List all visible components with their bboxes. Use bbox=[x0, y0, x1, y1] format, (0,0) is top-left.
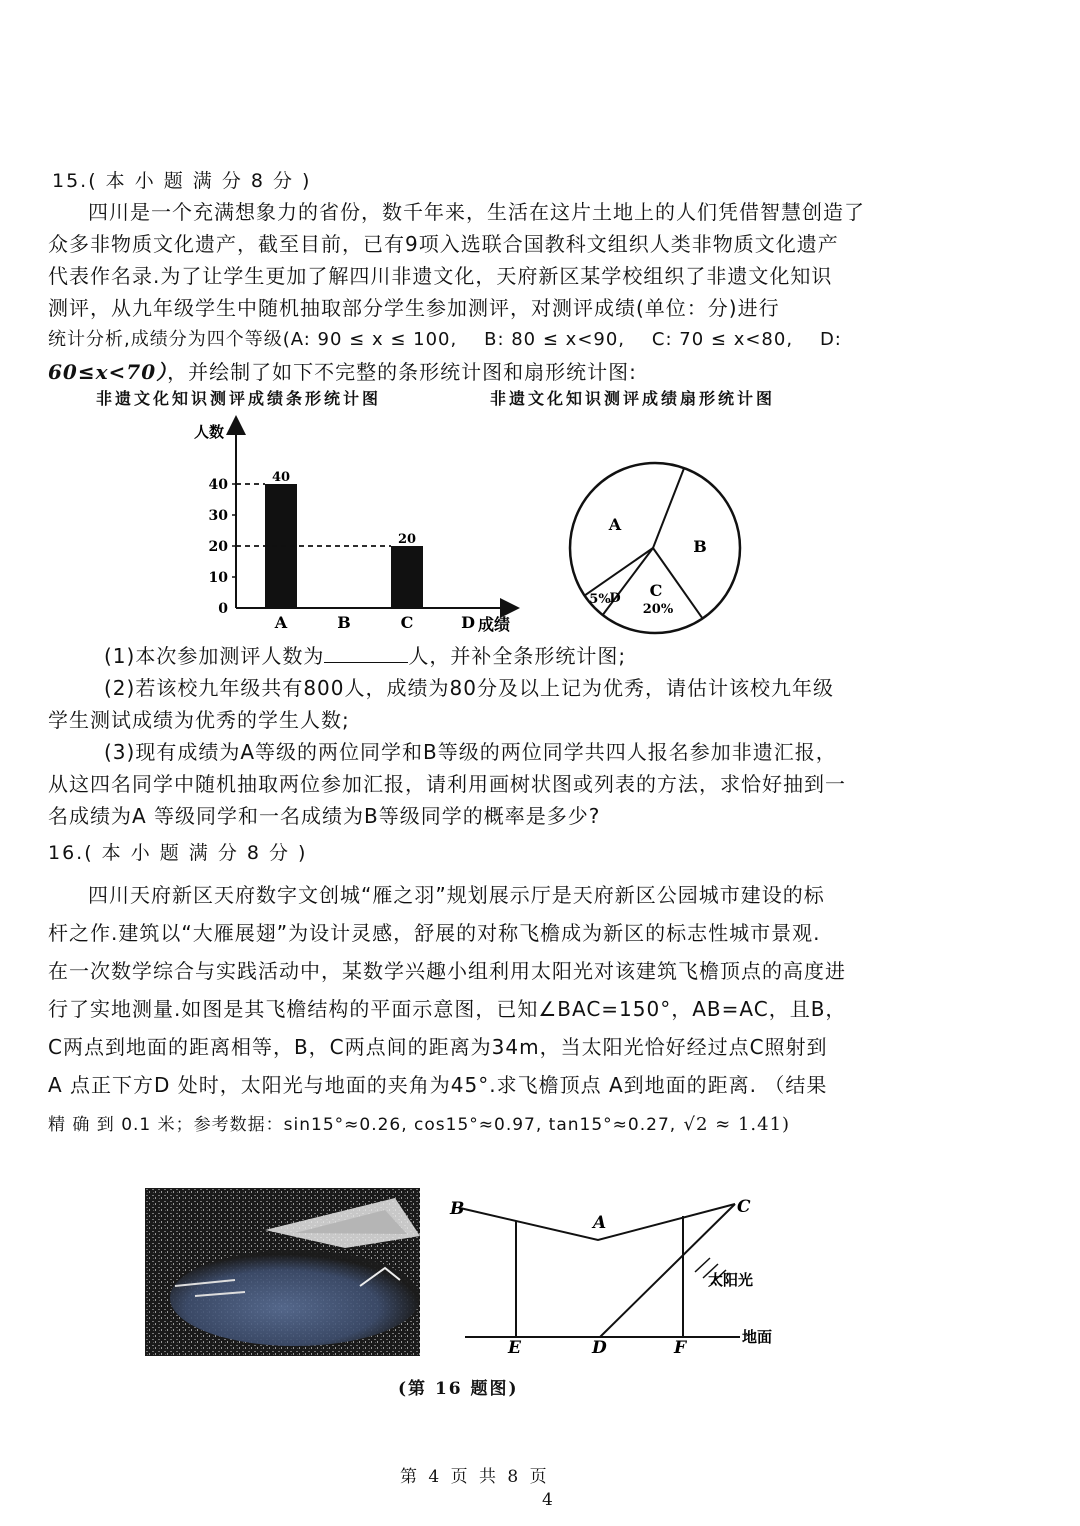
q15-text bbox=[48, 196, 868, 388]
q16-line: 四川天府新区天府数字文创城“雁之羽”规划展示厅是天府新区公园城市建设的标 bbox=[88, 883, 825, 907]
q15-line: 测评，从九年级学生中随机抽取部分学生参加测评，对测评成绩(单位：分)进行 bbox=[48, 296, 780, 320]
q16-text bbox=[48, 876, 868, 1144]
page-footer: 第 4 页 共 8 页 bbox=[400, 1467, 550, 1487]
q16-line: A 点正下方D 处时，太阳光与地面的夹角为45°.求飞檐顶点 A到地面的距离. （结果 bbox=[48, 1073, 828, 1097]
y-axis-label: 人数 bbox=[194, 423, 225, 441]
x-tick-label: C bbox=[400, 613, 414, 632]
x-tick-label: D bbox=[461, 613, 475, 632]
q15-sub3-cont: 从这四名同学中随机抽取两位参加汇报，请利用画树状图或列表的方法，求恰好抽到一 bbox=[48, 772, 846, 796]
q15-line: 四川是一个充满想象力的省份，数千年来，生活在这片土地上的人们凭借智慧创造了 bbox=[88, 200, 865, 224]
point-b-label: B bbox=[450, 1199, 465, 1219]
q1-post: 人，并补全条形统计图; bbox=[408, 644, 627, 668]
q15-line-rest: ，并绘制了如下不完整的条形统计图和扇形统计图: bbox=[167, 360, 637, 384]
point-d-label: D bbox=[592, 1338, 607, 1358]
q16-line-last bbox=[48, 1104, 868, 1144]
q15-sub2: (2)若该校九年级共有800人，成绩为80分及以上记为优秀，请估计该校九年级 bbox=[104, 676, 834, 700]
point-a-label: A bbox=[593, 1213, 607, 1233]
x-tick-label: B bbox=[337, 613, 351, 632]
bar-chart bbox=[180, 415, 520, 640]
pie-slice-boundary bbox=[585, 548, 653, 596]
pie-slice-boundary bbox=[653, 468, 684, 548]
ground-label: 地面 bbox=[742, 1328, 773, 1346]
q16-line: C两点到地面的距离相等，B，C两点间的距离为34m，当太阳光恰好经过点C照射到 bbox=[48, 1035, 828, 1059]
q15-line-range-d bbox=[48, 356, 868, 388]
q16-line: 精 确 到 0.1 米；参考数据：sin15°≈0.26, cos15°≈0.97, tan15°≈0.27, bbox=[48, 1115, 677, 1135]
q16-line: 杆之作.建筑以“大雁展翅”为设计灵感，舒展的对称飞檐成为新区的标志性城市景观. bbox=[48, 921, 821, 945]
q15-header: 15.( 本 小 题 满 分 8 分 ) bbox=[52, 170, 312, 192]
q16-line: 在一次数学综合与实践活动中，某数学兴趣小组利用太阳光对该建筑飞檐顶点的高度进 bbox=[48, 959, 846, 983]
answer-blank[interactable] bbox=[324, 642, 408, 663]
q15-sub3-cont: 名成绩为A 等级同学和一名成绩为B等级同学的概率是多少? bbox=[48, 804, 601, 828]
page-number: 4 bbox=[542, 1490, 553, 1510]
pie-slice-percent: 20% bbox=[642, 602, 674, 617]
y-tick-label: 30 bbox=[208, 508, 228, 524]
q16-header: 16.( 本 小 题 满 分 8 分 ) bbox=[48, 842, 308, 864]
sunlight-label: 太阳光 bbox=[708, 1271, 754, 1289]
building-photo bbox=[145, 1188, 420, 1356]
y-tick-label: 10 bbox=[208, 570, 228, 586]
point-e-label: E bbox=[508, 1338, 521, 1358]
q15-subquestions bbox=[48, 640, 868, 832]
bar-chart-title: 非遗文化知识测评成绩条形统计图 bbox=[96, 389, 382, 408]
q1-pre: (1)本次参加测评人数为 bbox=[104, 644, 325, 668]
point-c-label: C bbox=[737, 1197, 751, 1217]
q15-sub3: (3)现有成绩为A等级的两位同学和B等级的两位同学共四人报名参加非遗汇报， bbox=[104, 740, 837, 764]
pie-slice-label: C bbox=[649, 581, 663, 600]
pie-chart-title: 非遗文化知识测评成绩扇形统计图 bbox=[490, 389, 776, 408]
pie-slice-label: A bbox=[608, 515, 622, 534]
figure-caption: (第 16 题图) bbox=[398, 1379, 519, 1399]
y-tick-label: 40 bbox=[208, 477, 228, 493]
q15-line: 统计分析,成绩分为四个等级(A: 90 ≤ x ≤ 100, B: 80 ≤ x<90, C: 70 ≤ x<80, D: bbox=[48, 329, 842, 350]
pie-slice-label: B bbox=[693, 537, 707, 556]
q15-line: 众多非物质文化遗产，截至目前，已有9项入选联合国教科文组织人类非物质文化遗产 bbox=[48, 232, 839, 256]
sqrt2-value: √2 ≈ 1.41) bbox=[683, 1114, 791, 1135]
range-d: 60≤x<70） bbox=[48, 360, 168, 384]
pie-chart bbox=[560, 460, 750, 650]
data-label: 20 bbox=[397, 532, 417, 547]
point-f-label: F bbox=[674, 1338, 687, 1358]
x-axis-label: 成绩 bbox=[478, 615, 511, 634]
x-tick-label: A bbox=[274, 613, 288, 632]
q15-sub1 bbox=[48, 640, 868, 672]
y-tick-label: 20 bbox=[208, 539, 228, 555]
y-tick-label: 0 bbox=[218, 601, 228, 617]
data-label: 40 bbox=[271, 470, 291, 485]
geometry-figure bbox=[440, 1190, 790, 1362]
sun-arrow bbox=[695, 1258, 710, 1272]
q15-sub2-cont: 学生测试成绩为优秀的学生人数; bbox=[48, 708, 350, 732]
pie-slice-percent: 5% bbox=[589, 592, 611, 607]
bar bbox=[391, 546, 423, 608]
q16-line: 行了实地测量.如图是其飞檐结构的平面示意图，已知∠BAC=150°，AB=AC，且B， bbox=[48, 997, 847, 1021]
pie-slice-label: D bbox=[609, 591, 621, 606]
q15-line: 代表作名录.为了让学生更加了解四川非遗文化，天府新区某学校组织了非遗文化知识 bbox=[48, 264, 833, 288]
